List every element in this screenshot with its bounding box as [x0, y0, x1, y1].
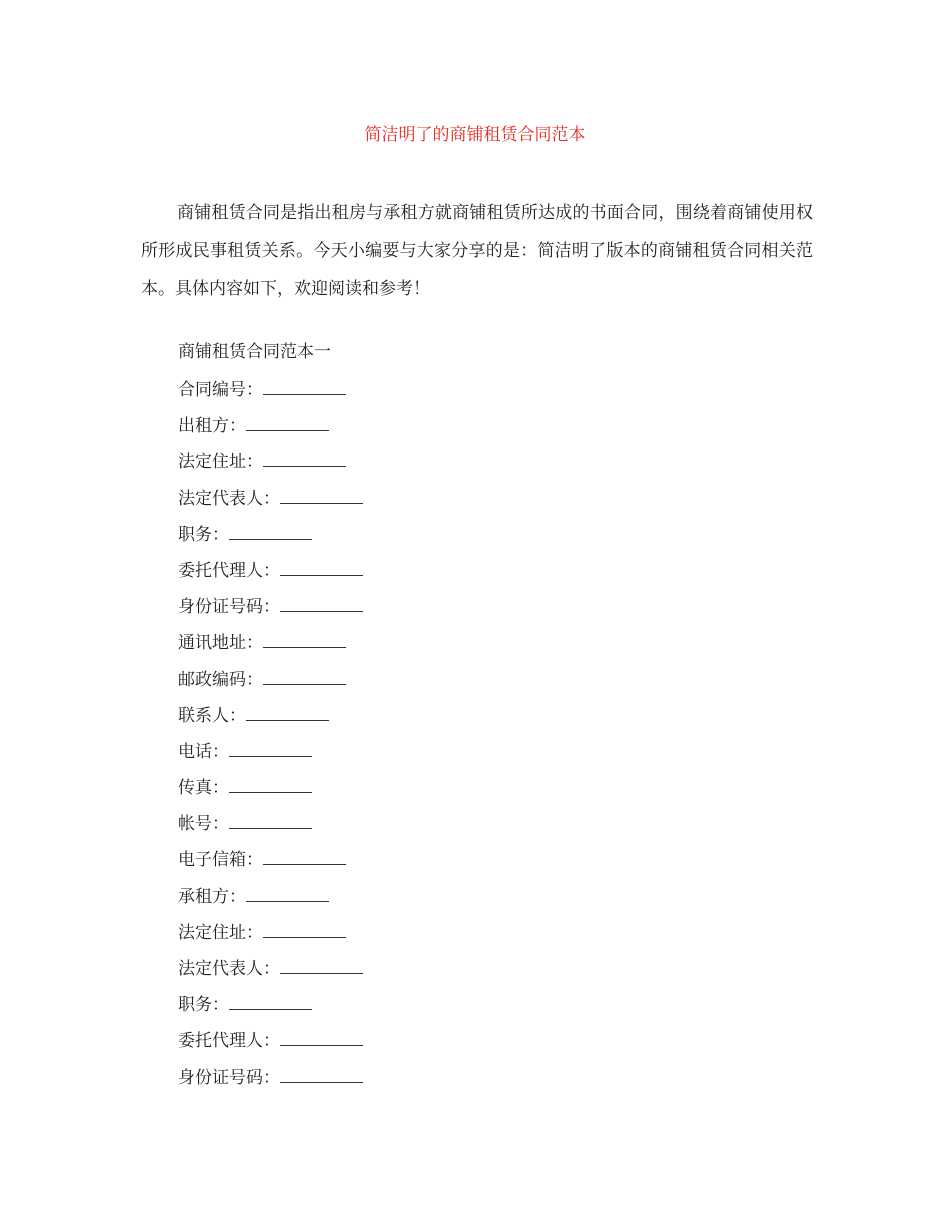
field-label: 委托代理人： [178, 560, 280, 581]
field-label: 职务： [178, 995, 229, 1016]
contract-fields-list [178, 378, 363, 1102]
fill-in-blank-line [246, 704, 329, 721]
fill-in-blank-line [280, 1066, 363, 1083]
contract-field-row [178, 776, 363, 812]
fill-in-blank-line [229, 812, 312, 829]
fill-in-blank-line [263, 631, 346, 648]
intro-paragraph: 商铺租赁合同是指出租房与承租方就商铺租赁所达成的书面合同，围绕着商铺使用权所形成民事租赁关系。今天小编要与大家分享的是：简洁明了版本的商铺租赁合同相关范本。具体内容如下，欢迎阅读和参考！ [141, 203, 813, 299]
field-label: 承租方： [178, 886, 246, 907]
field-label: 电子信箱： [178, 850, 263, 871]
contract-field-row [178, 378, 363, 414]
fill-in-blank-line [263, 848, 346, 865]
field-label: 合同编号： [178, 380, 263, 400]
contract-field-row [178, 812, 363, 848]
fill-in-blank-line [263, 450, 346, 467]
field-label: 出租方： [178, 416, 246, 437]
field-label: 职务： [178, 524, 229, 545]
fill-in-blank-line [229, 776, 312, 793]
field-label: 法定住址： [178, 922, 263, 943]
fill-in-blank-line [263, 668, 346, 685]
fill-in-blank-line [263, 921, 346, 938]
field-label: 身份证号码： [178, 597, 280, 618]
fill-in-blank-line [229, 740, 312, 757]
fill-in-blank-line [229, 993, 312, 1010]
field-label: 联系人： [178, 705, 246, 726]
field-label: 法定代表人： [178, 959, 280, 979]
contract-field-row [178, 848, 363, 884]
fill-in-blank-line [246, 414, 329, 431]
contract-field-row [178, 740, 363, 776]
field-label: 委托代理人： [178, 1031, 280, 1052]
fill-in-blank-line [280, 595, 363, 612]
contract-field-row [178, 885, 363, 921]
fill-in-blank-line [263, 378, 346, 395]
contract-field-row [178, 559, 363, 595]
field-label: 帐号： [178, 814, 229, 835]
contract-field-row [178, 487, 363, 523]
contract-field-row [178, 1066, 363, 1102]
fill-in-blank-line [280, 487, 363, 504]
field-label: 法定住址： [178, 452, 263, 473]
document-title: 简洁明了的商铺租赁合同范本 [364, 125, 586, 145]
contract-field-row [178, 450, 363, 486]
contract-field-row [178, 595, 363, 631]
fill-in-blank-line [246, 885, 329, 902]
contract-field-row [178, 921, 363, 957]
contract-field-row [178, 631, 363, 667]
contract-field-row [178, 993, 363, 1029]
fill-in-blank-line [280, 1029, 363, 1046]
section-heading: 商铺租赁合同范本一 [178, 342, 331, 362]
field-label: 传真： [178, 778, 229, 799]
contract-field-row [178, 523, 363, 559]
fill-in-blank-line [280, 957, 363, 974]
field-label: 电话： [178, 741, 229, 762]
contract-field-row [178, 704, 363, 740]
contract-field-row [178, 957, 363, 993]
field-label: 邮政编码： [178, 669, 263, 690]
field-label: 通讯地址： [178, 633, 263, 654]
contract-field-row [178, 668, 363, 704]
fill-in-blank-line [280, 559, 363, 576]
field-label: 身份证号码： [178, 1067, 280, 1088]
contract-field-row [178, 414, 363, 450]
field-label: 法定代表人： [178, 488, 280, 509]
contract-field-row [178, 1029, 363, 1065]
fill-in-blank-line [229, 523, 312, 540]
